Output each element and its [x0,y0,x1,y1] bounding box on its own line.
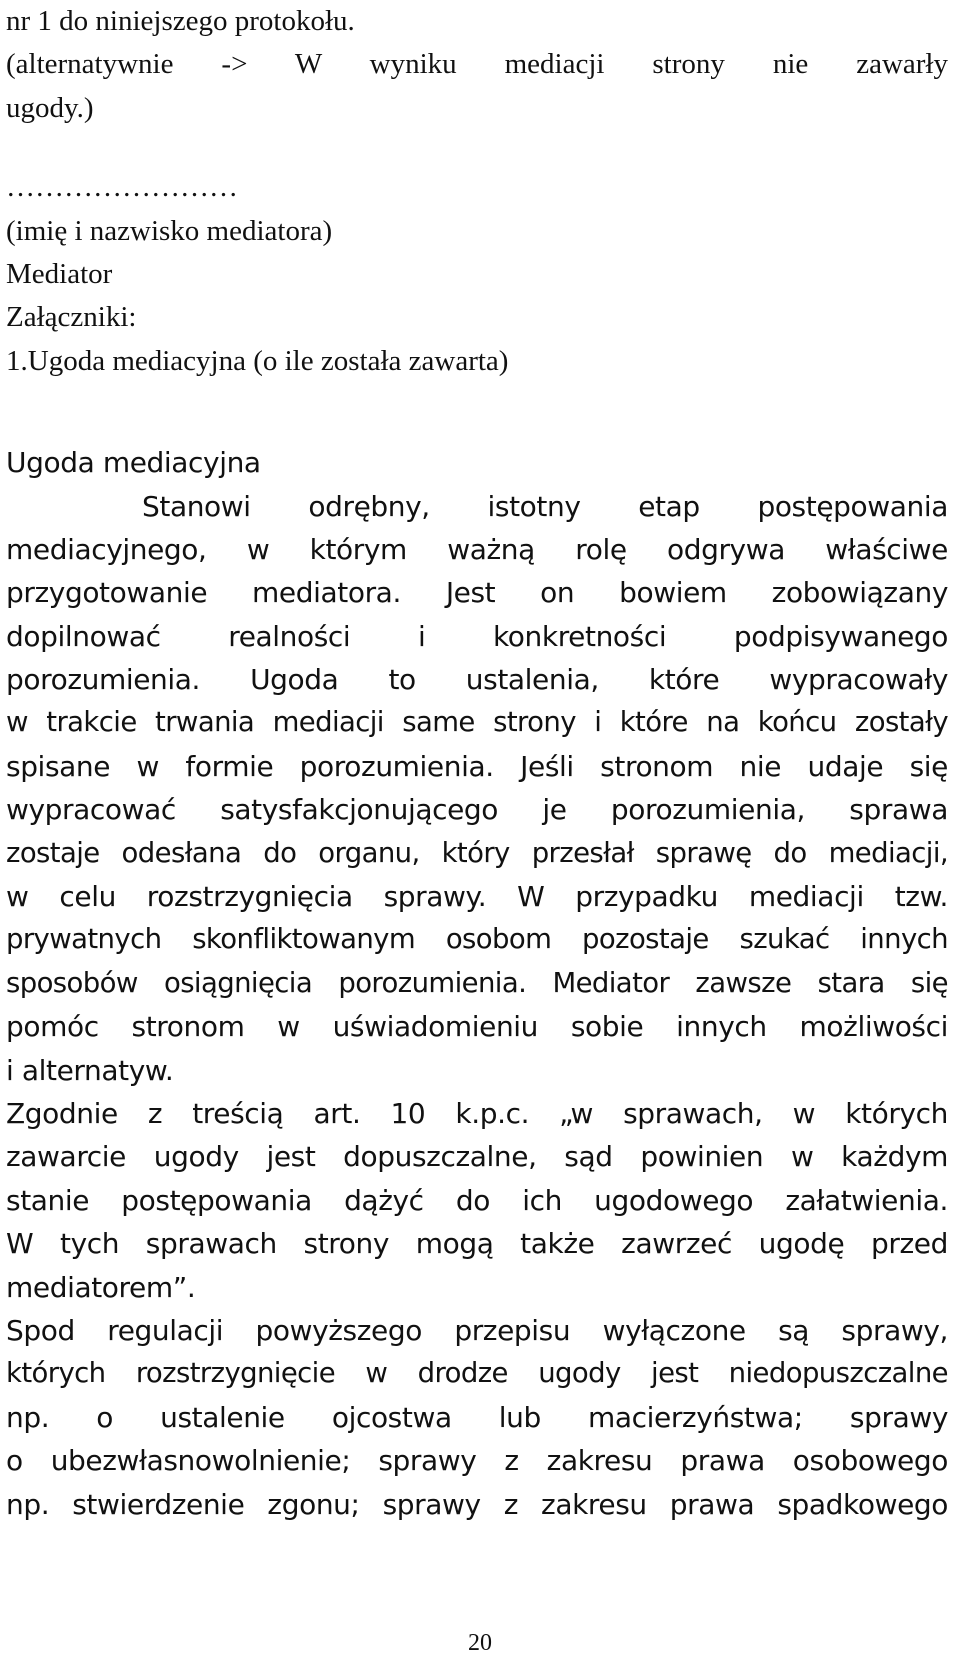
text-line: przygotowanie mediatora. Jest on bowiem zobowiązany [6,576,948,610]
text-line: nr 1 do niniejszego protokołu. [6,5,355,37]
text-line: zawarcie ugody jest dopuszczalne, sąd powinien w każdym [6,1140,948,1174]
section-paragraph [6,485,948,1092]
attachments-block [6,296,948,383]
text-line: W tych sprawach strony mogą także zawrzeć ugodę przed [6,1227,948,1261]
text-line: (alternatywnie -> W wyniku mediacji strony nie zawarły [6,48,948,81]
signature-block [6,166,948,296]
page-number: 20 [468,1630,492,1656]
text-line: np. stwierdzenie zgonu; sprawy z zakresu prawa spadkowego [6,1487,948,1521]
text-line: mediacyjnego, w którym ważną rolę odgrywa właściwe [6,532,948,566]
text-line: których rozstrzygnięcie w drodze ugody jest niedopuszczalne [6,1357,948,1390]
spacer [6,383,948,441]
text-line: o ubezwłasnowolnienie; sprawy z zakresu prawa osobowego [6,1444,948,1478]
attachments-label: Załączniki: [6,301,137,334]
text-line: Spod regulacji powyższego przepisu wyłączone są sprawy, [6,1313,948,1347]
signature-role: Mediator [6,257,113,290]
text-line: prywatnych skonfliktowanym osobom pozostaje szukać innych [6,923,948,956]
text-line: spisane w formie porozumienia. Jeśli stronom nie udaje się [6,749,948,783]
text-line: w celu rozstrzygnięcia sprawy. W przypadku mediacji tzw. [6,880,948,914]
document-page [6,0,948,1526]
text-line: wypracować satysfakcjonującego je porozumienia, sprawa [6,793,948,827]
signature-dots: …………………… [6,171,238,204]
text-line: zostaje odesłana do organu, który przesłał sprawę do mediacji, [6,836,948,869]
text-line: mediatorem”. [6,1270,196,1304]
signature-name-hint: (imię i nazwisko mediatora) [6,214,333,247]
text-line: np. o ustalenie ojcostwa lub macierzyństwa; sprawy [6,1400,948,1434]
text-line: sposobów osiągnięcia porozumienia. Mediator zawsze stara się [6,966,948,999]
text-line: porozumienia. Ugoda to ustalenia, które wypracowały [6,663,948,697]
text-line: ugody.) [6,91,94,124]
text-line: stanie postępowania dążyć do ich ugodowego załatwienia. [6,1183,948,1217]
text-line: i alternatyw. [6,1053,174,1087]
text-line: Zgodnie z treścią art. 10 k.p.c. „w sprawach, w których [6,1096,948,1130]
text-line: Stanowi odrębny, istotny etap postępowania [142,489,948,523]
spacer [6,130,948,166]
text-line: pomóc stronom w uświadomieniu sobie innych możliwości [6,1010,948,1044]
text-line: w trakcie trwania mediacji same strony i które na końcu zostały [6,706,948,739]
section-title: Ugoda mediacyjna [6,446,261,480]
text-line: dopilnować realności i konkretności podpisywanego [6,619,948,653]
exclusion-paragraph [6,1309,948,1526]
article-paragraph [6,1092,948,1309]
attachment-item: 1.Ugoda mediacyjna (o ile została zawarta) [6,344,509,377]
